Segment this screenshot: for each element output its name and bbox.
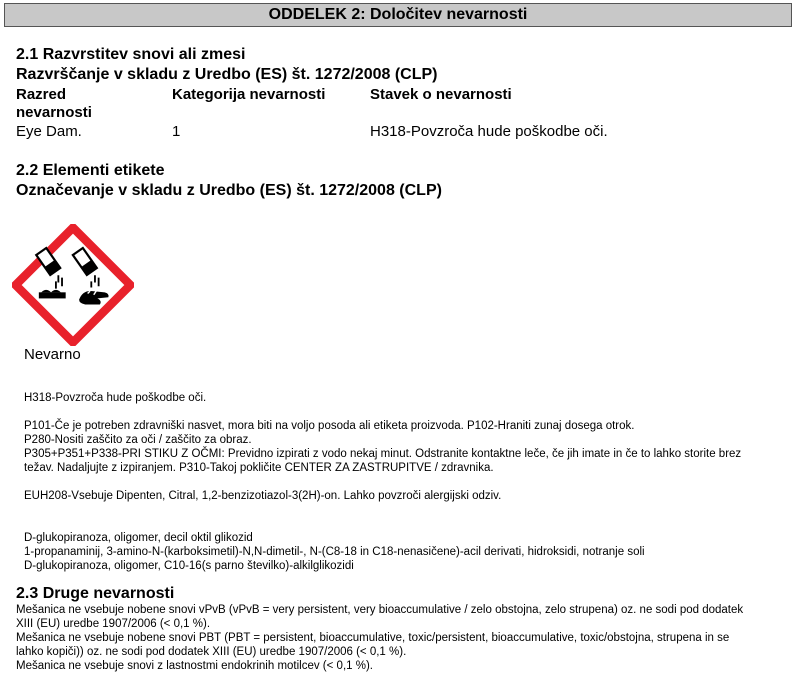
section-2-1-subheading: Razvrščanje v skladu z Uredbo (ES) št. 1272/2008 (CLP): [16, 66, 438, 83]
other-hazards-line-1: Mešanica ne vsebuje nobene snovi vPvB (vPvB = very persistent, very bioaccumulative / zelo obstojna, zelo strupena) oz. ne sodi pod dodatek: [16, 604, 744, 616]
other-hazards-line-5: Mešanica ne vsebuje snovi z lastnostmi endokrinih motilcev (< 0,1 %).: [16, 660, 373, 672]
section-header: ODDELEK 2: Določitev nevarnosti: [4, 3, 792, 27]
precautionary-line-2: P280-Nositi zaščito za oči / zaščito za obraz.: [24, 434, 252, 446]
table-header-class-line1: Razred: [16, 86, 67, 103]
hazard-statement: H318-Povzroča hude poškodbe oči.: [24, 392, 207, 404]
signal-word: Nevarno: [24, 346, 81, 363]
other-hazards-line-3: Mešanica ne vsebuje nobene snovi PBT (PBT = persistent, bioaccumulative, toxic/persistent, bioaccumulative, toxic/obstojna, strupena in se: [16, 632, 730, 644]
table-header-category: Kategorija nevarnosti: [172, 86, 326, 103]
section-2-2-heading: 2.2 Elementi etikete: [16, 162, 165, 179]
ingredient-3: D-glukopiranoza, oligomer, C10-16(s parno številko)-alkilglikozidi: [24, 560, 354, 572]
other-hazards-line-4: lahko kopiči)) oz. ne sodi pod dodatek XIII (EU) uredbe 1907/2006 (< 0,1 %).: [16, 646, 407, 658]
table-header-statement: Stavek o nevarnosti: [370, 86, 512, 103]
precautionary-line-1: P101-Če je potreben zdravniški nasvet, mora biti na voljo posoda ali etiketa proizvoda. P102-Hraniti zunaj dosega otrok.: [24, 420, 635, 432]
ingredient-2: 1-propanaminij, 3-amino-N-(karboksimetil)-N,N-dimetil-, N-(C8-18 in C18-nenasičene)-acil derivati, hidroksidi, notranje soli: [24, 546, 645, 558]
euh-statement: EUH208-Vsebuje Dipenten, Citral, 1,2-benzizotiazol-3(2H)-on. Lahko povzroči alergijski odziv.: [24, 490, 502, 502]
ingredient-1: D-glukopiranoza, oligomer, decil oktil glikozid: [24, 532, 253, 544]
section-2-1-heading: 2.1 Razvrstitev snovi ali zmesi: [16, 46, 246, 63]
table-header-class: [16, 86, 92, 122]
precautionary-line-3: P305+P351+P338-PRI STIKU Z OČMI: Previdno izpirati z vodo nekaj minut. Odstranite kontaktne leče, če jih imate in če to lahko storite brez: [24, 448, 742, 460]
table-cell-category: 1: [172, 123, 181, 140]
table-cell-class: Eye Dam.: [16, 123, 82, 140]
precautionary-line-4: težav. Nadaljujte z izpiranjem. P310-Takoj pokličite CENTER ZA ZASTRUPITVE / zdravnika.: [24, 462, 494, 474]
table-header-class-line2: nevarnosti: [16, 104, 92, 121]
section-2-3-heading: 2.3 Druge nevarnosti: [16, 585, 175, 602]
section-2-2-subheading: Označevanje v skladu z Uredbo (ES) št. 1272/2008 (CLP): [16, 182, 442, 199]
corrosion-ghs05-icon: [12, 224, 134, 346]
table-cell-statement: H318-Povzroča hude poškodbe oči.: [370, 123, 608, 140]
other-hazards-line-2: XIII (EU) uredbe 1907/2006 (< 0,1 %).: [16, 618, 211, 630]
